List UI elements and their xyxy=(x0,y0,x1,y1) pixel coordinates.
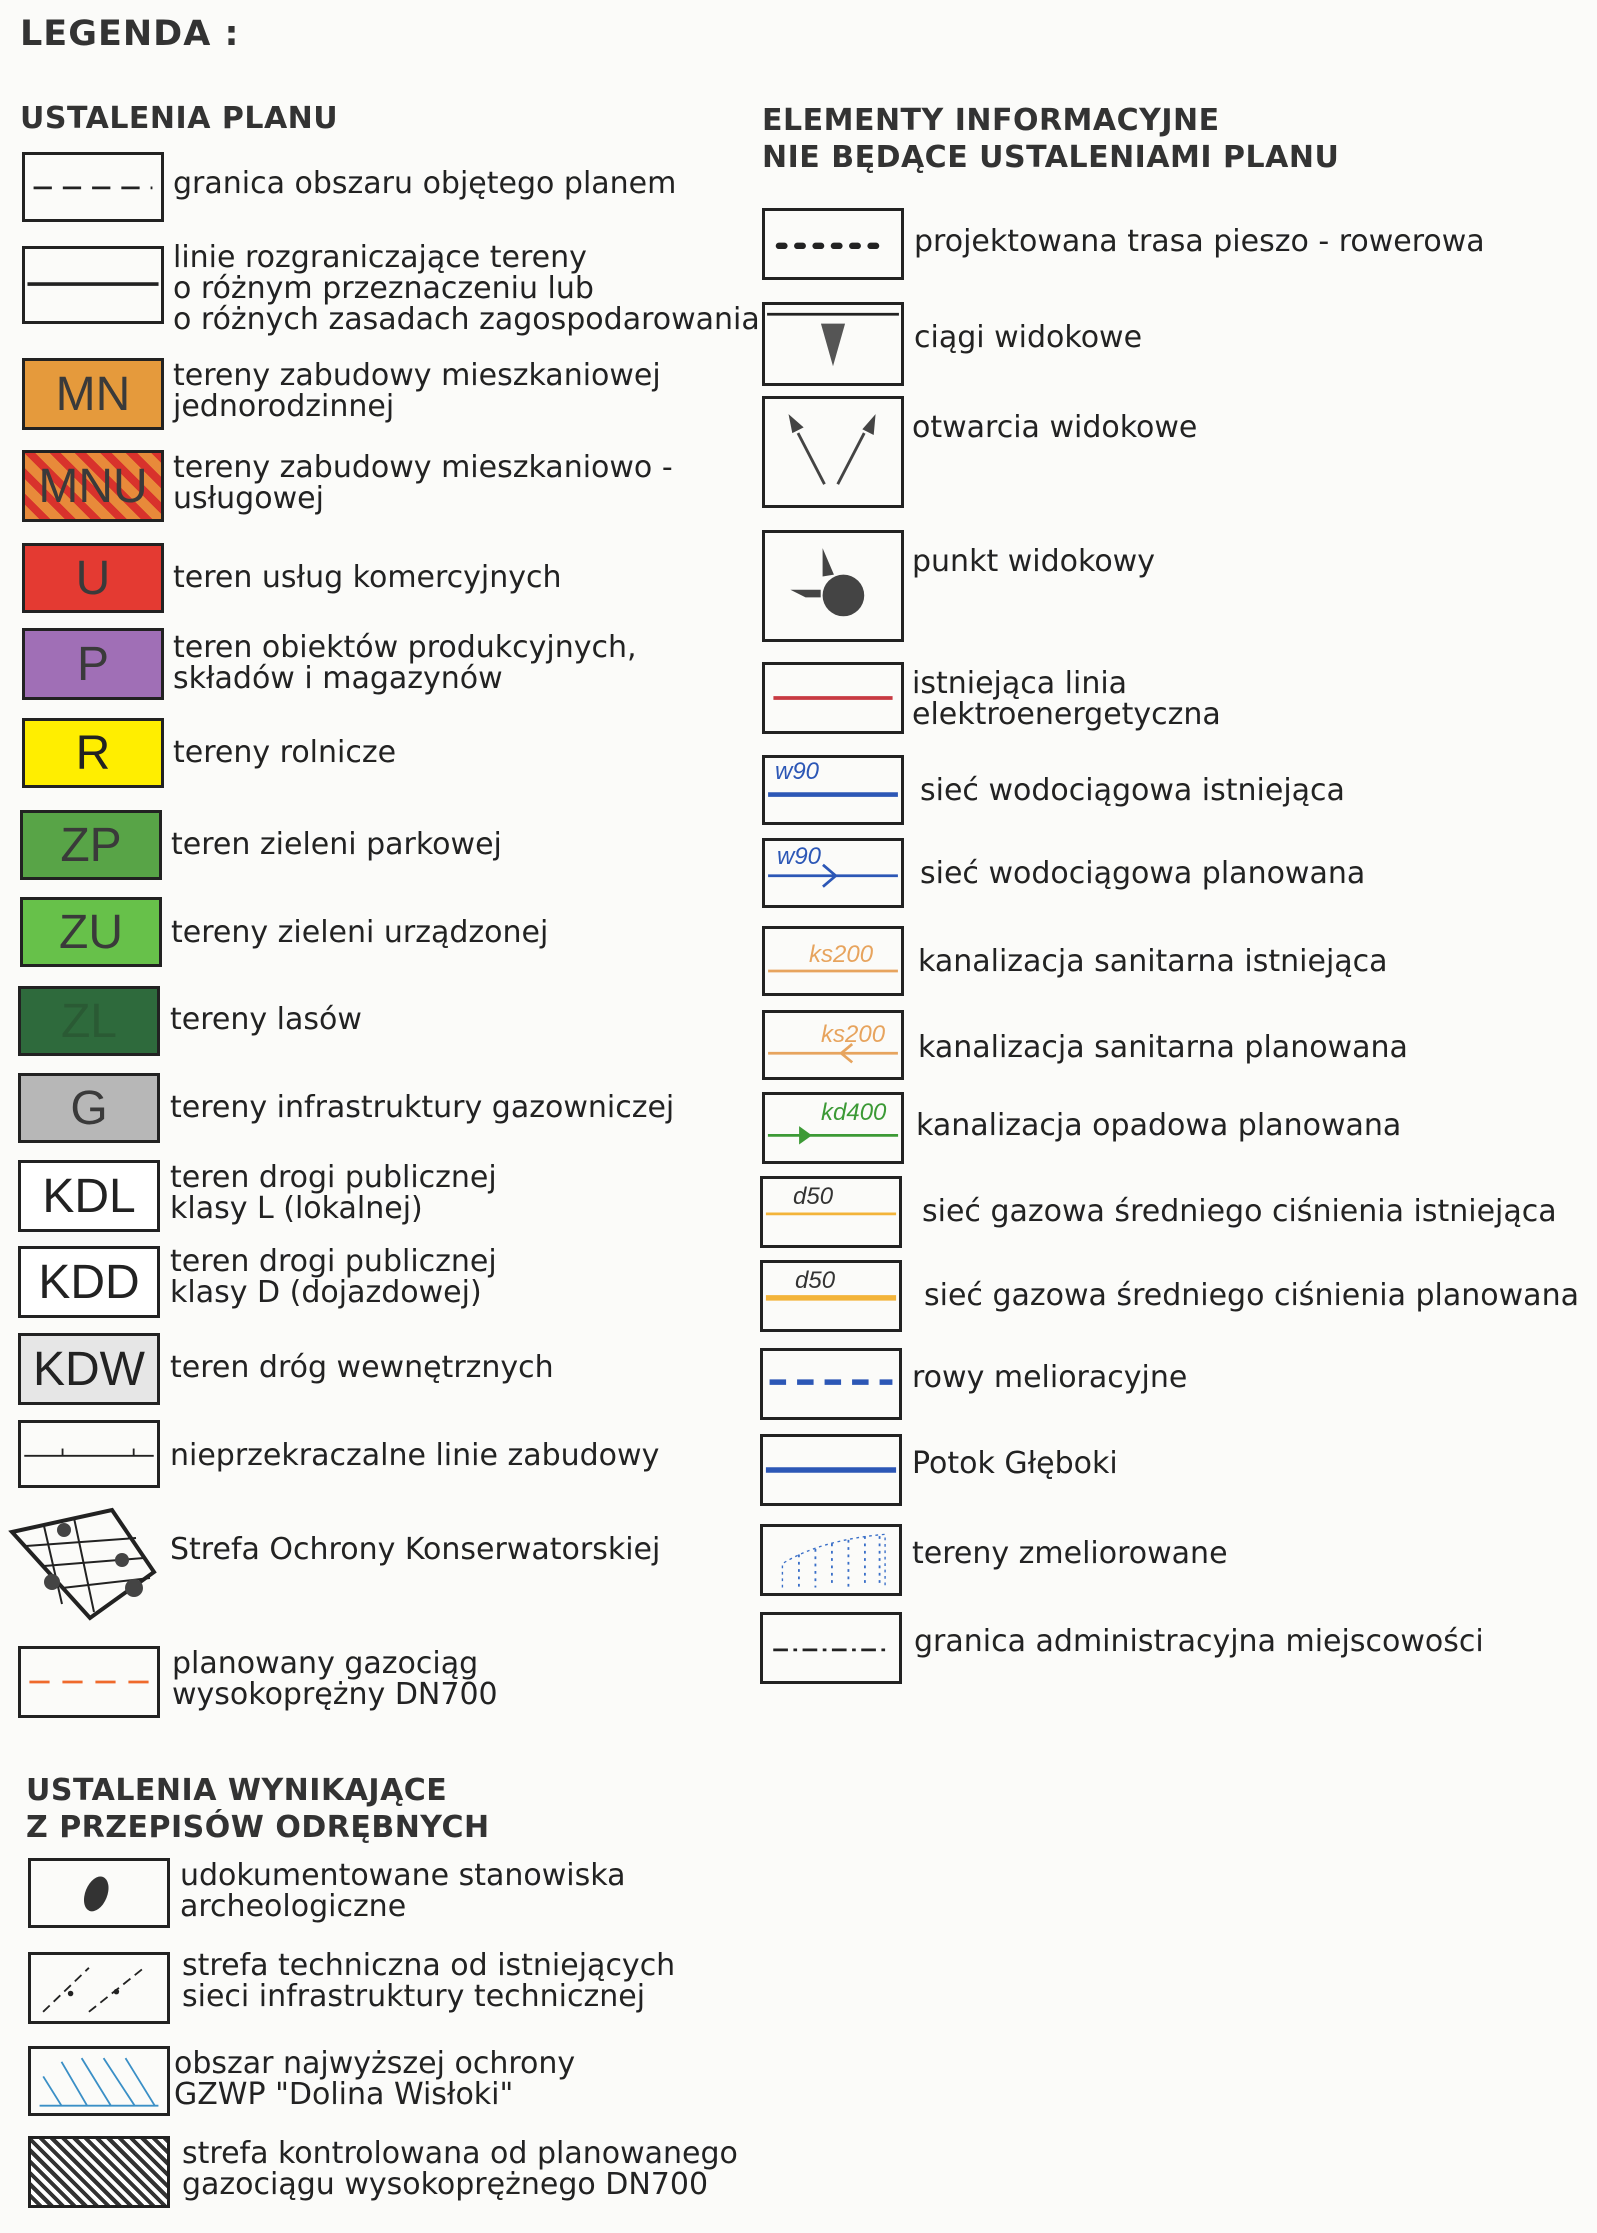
code-mnu: MNU xyxy=(38,459,148,513)
code-gas-existing: d50 xyxy=(793,1183,834,1210)
label-g: tereny infrastruktury gazowniczej xyxy=(170,1090,675,1125)
code-p: P xyxy=(76,637,109,691)
code-zu: ZU xyxy=(59,905,123,959)
label-r: tereny rolnicze xyxy=(173,735,397,770)
code-gas-planned: d50 xyxy=(795,1267,836,1294)
symbol-stream xyxy=(760,1434,902,1506)
symbol-demarcation-lines xyxy=(22,246,164,324)
code-sewer-existing: ks200 xyxy=(809,941,874,968)
label-controlled-zone: strefa kontrolowana od planowanego gazociągu wysokoprężnego DN700 xyxy=(182,2136,738,2202)
label-u: teren usług komercyjnych xyxy=(173,560,562,595)
symbol-view-openings xyxy=(762,396,904,508)
code-water-existing: w90 xyxy=(775,758,820,785)
code-zl: ZL xyxy=(60,994,117,1048)
label-building-lines: nieprzekraczalne linie zabudowy xyxy=(170,1438,660,1473)
code-mn: MN xyxy=(55,367,131,421)
symbol-storm-drain-planned xyxy=(762,1092,904,1164)
symbol-power-line xyxy=(762,662,904,734)
label-view-openings: otwarcia widokowe xyxy=(912,410,1198,445)
symbol-water-planned xyxy=(762,838,904,908)
symbol-gzwp-protection xyxy=(28,2046,170,2116)
symbol-gas-planned xyxy=(760,1260,902,1332)
symbol-controlled-zone xyxy=(28,2136,170,2208)
section-heading-separate-regulations: USTALENIA WYNIKAJĄCE Z PRZEPISÓW ODRĘBNYCH xyxy=(26,1773,490,1845)
code-g: G xyxy=(70,1081,108,1135)
label-zp: teren zieleni parkowej xyxy=(171,827,502,862)
label-demarcation-lines: linie rozgraniczające tereny o różnym przeznaczeniu lub o różnych zasadach zagospodarowania xyxy=(173,240,760,337)
label-mnu: tereny zabudowy mieszkaniowo - usługowej xyxy=(173,450,673,516)
symbol-u xyxy=(22,543,164,613)
symbol-zl xyxy=(18,986,160,1056)
label-zu: tereny zieleni urządzonej xyxy=(171,915,549,950)
label-power-line: istniejąca linia elektroenergetyczna xyxy=(912,666,1221,732)
label-kdw: teren dróg wewnętrznych xyxy=(170,1350,554,1385)
label-stream: Potok Głęboki xyxy=(912,1446,1118,1481)
code-r: R xyxy=(75,726,111,780)
symbol-mn xyxy=(22,358,164,430)
symbol-kdw xyxy=(18,1333,160,1405)
label-water-existing: sieć wodociągowa istniejąca xyxy=(920,773,1345,808)
symbol-administrative-boundary xyxy=(760,1612,902,1684)
label-conservation-zone: Strefa Ochrony Konserwatorskiej xyxy=(170,1532,661,1567)
symbol-archaeological-sites xyxy=(28,1858,170,1928)
section-heading-plan: USTALENIA PLANU xyxy=(20,101,339,136)
label-zl: tereny lasów xyxy=(170,1002,362,1037)
code-kdw: KDW xyxy=(33,1342,145,1396)
label-administrative-boundary: granica administracyjna miejscowości xyxy=(914,1624,1484,1659)
code-storm-drain-planned: kd400 xyxy=(821,1099,887,1126)
symbol-planned-gas-pipeline xyxy=(18,1646,160,1718)
symbol-sewer-planned xyxy=(762,1010,904,1080)
label-drainage-ditches: rowy melioracyjne xyxy=(912,1360,1188,1395)
legend-title: LEGENDA : xyxy=(20,14,240,54)
label-mn: tereny zabudowy mieszkaniowej jednorodzinnej xyxy=(173,358,661,424)
symbol-drainage-ditches xyxy=(760,1348,902,1420)
label-technical-zone: strefa techniczna od istniejących sieci infrastruktury technicznej xyxy=(182,1948,676,2014)
symbol-sewer-existing xyxy=(762,926,904,996)
label-kdd: teren drogi publicznej klasy D (dojazdowej) xyxy=(170,1244,497,1310)
label-archaeological-sites: udokumentowane stanowiska archeologiczne xyxy=(180,1858,626,1924)
symbol-p xyxy=(22,628,164,700)
symbol-zp xyxy=(20,810,162,880)
symbol-kdl xyxy=(18,1160,160,1232)
label-gas-planned: sieć gazowa średniego ciśnienia planowana xyxy=(924,1278,1579,1313)
symbol-view-corridors xyxy=(762,302,904,386)
label-gzwp-protection: obszar najwyższej ochrony GZWP "Dolina Wisłoki" xyxy=(174,2046,576,2112)
symbol-gas-existing xyxy=(760,1176,902,1248)
symbol-mnu xyxy=(22,450,164,522)
symbol-zu xyxy=(20,897,162,967)
code-zp: ZP xyxy=(60,818,122,872)
symbol-drained-lands xyxy=(760,1524,902,1596)
symbol-water-existing xyxy=(762,755,904,825)
symbol-technical-zone xyxy=(28,1952,170,2024)
symbol-r xyxy=(22,718,164,788)
symbol-conservation-zone xyxy=(4,1500,164,1622)
label-drained-lands: tereny zmeliorowane xyxy=(912,1536,1228,1571)
label-kdl: teren drogi publicznej klasy L (lokalnej) xyxy=(170,1160,497,1226)
code-u: U xyxy=(75,551,111,605)
label-plan-boundary: granica obszaru objętego planem xyxy=(173,166,677,201)
section-heading-informational: ELEMENTY INFORMACYJNE NIE BĘDĄCE USTALENIAMI PLANU xyxy=(762,103,1340,175)
label-gas-existing: sieć gazowa średniego ciśnienia istniejąca xyxy=(922,1194,1557,1229)
code-kdd: KDD xyxy=(38,1255,140,1309)
label-sewer-existing: kanalizacja sanitarna istniejąca xyxy=(918,944,1388,979)
label-pedestrian-bicycle-route: projektowana trasa pieszo - rowerowa xyxy=(914,224,1485,259)
label-viewpoint: punkt widokowy xyxy=(912,544,1155,579)
label-p: teren obiektów produkcyjnych, składów i magazynów xyxy=(173,630,637,696)
code-sewer-planned: ks200 xyxy=(821,1021,886,1048)
label-planned-gas-pipeline: planowany gazociąg wysokoprężny DN700 xyxy=(172,1646,498,1712)
symbol-g xyxy=(18,1073,160,1143)
label-storm-drain-planned: kanalizacja opadowa planowana xyxy=(916,1108,1402,1143)
symbol-plan-boundary xyxy=(22,152,164,222)
label-view-corridors: ciągi widokowe xyxy=(914,320,1143,355)
symbol-building-lines xyxy=(18,1420,160,1488)
symbol-viewpoint xyxy=(762,530,904,642)
label-sewer-planned: kanalizacja sanitarna planowana xyxy=(918,1030,1408,1065)
symbol-kdd xyxy=(18,1246,160,1318)
symbol-pedestrian-bicycle-route xyxy=(762,208,904,280)
code-water-planned: w90 xyxy=(777,843,822,870)
label-water-planned: sieć wodociągowa planowana xyxy=(920,856,1366,891)
code-kdl: KDL xyxy=(42,1169,136,1223)
